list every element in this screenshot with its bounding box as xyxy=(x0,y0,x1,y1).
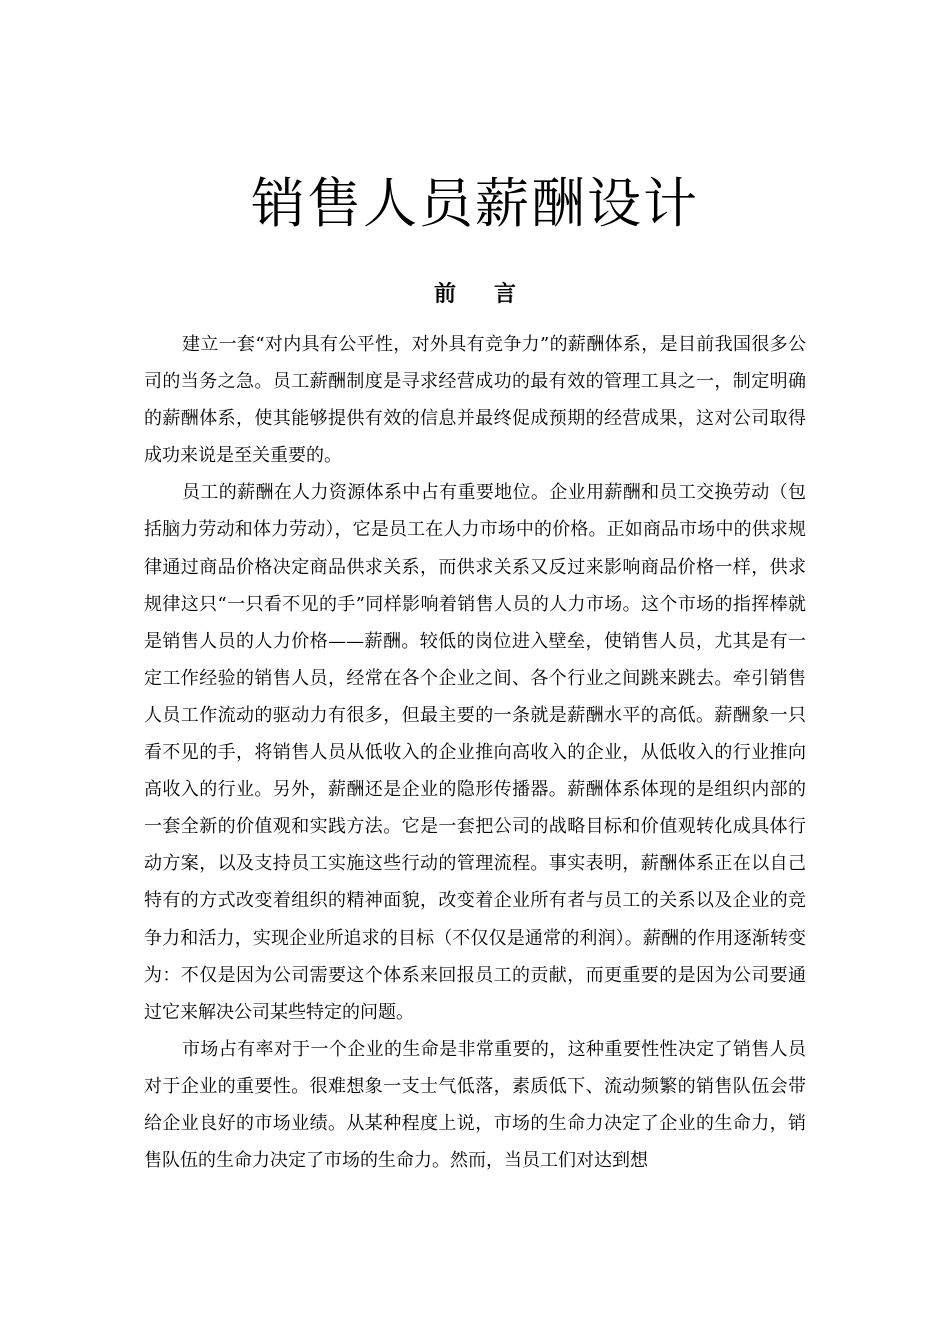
document-title: 销售人员薪酬设计 xyxy=(251,172,699,235)
paragraph-3: 市场占有率对于一个企业的生命是非常重要的，这种重要性性决定了销售人员对于企业的重要性。很难想象一支士气低落，素质低下、流动频繁的销售队伍会带给企业良好的市场业绩。从某种程度上说，市场的生命力决定了企业的生命力，销售队伍的生命力决定了市场的生命力。然而，当员工们对达到想 xyxy=(144,1038,806,1172)
paragraph-2: 员工的薪酬在人力资源体系中占有重要地位。企业用薪酬和员工交换劳动（包括脑力劳动和体力劳动），它是员工在人力市场中的价格。正如商品市场中的供求规律通过商品价格决定商品供求关系，而供求关系又反过来影响商品价格一样，供求规律这只“一只看不见的手”同样影响着销售人员的人力市场。这个市场的指挥棒就是销售人员的人力价格——薪酬。较低的岗位进入壁垒，使销售人员，尤其是有一定工作经验的销售人员，经常在各个企业之间、各个行业之间跳来跳去。牵引销售人员工作流动的驱动力有很多，但最主要的一条就是薪酬水平的高低。薪酬象一只看不见的手，将销售人员从低收入的企业推向高收入的企业，从低收入的行业推向高收入的行业。另外，薪酬还是企业的隐形传播器。薪酬体系体现的是组织内部的一套全新的价值观和实践方法。它是一套把公司的战略目标和价值观转化成具体行动方案，以及支持员工实施这些行动的管理流程。事实表明，薪酬体系正在以自己特有的方式改变着组织的精神面貌，改变着企业所有者与员工的关系以及企业的竞争力和活力，实现企业所追求的目标（不仅仅是通常的利润）。薪酬的作用逐渐转变为：不仅是因为公司需要这个体系来回报员工的贡献，而更重要的是因为公司要通过它来解决公司某些特定的问题。 xyxy=(144,482,806,1023)
section-heading-preface xyxy=(0,276,950,312)
body-text xyxy=(144,326,806,1179)
section-heading-char-2: 言 xyxy=(494,281,517,307)
paragraph-1: 建立一套“对内具有公平性，对外具有竞争力”的薪酬体系，是目前我国很多公司的当务之急。员工薪酬制度是寻求经营成功的最有效的管理工具之一，制定明确的薪酬体系，使其能够提供有效的信息并最终促成预期的经营成果，这对公司取得成功来说是至关重要的。 xyxy=(144,334,806,467)
section-heading-char-1: 前 xyxy=(433,281,456,307)
